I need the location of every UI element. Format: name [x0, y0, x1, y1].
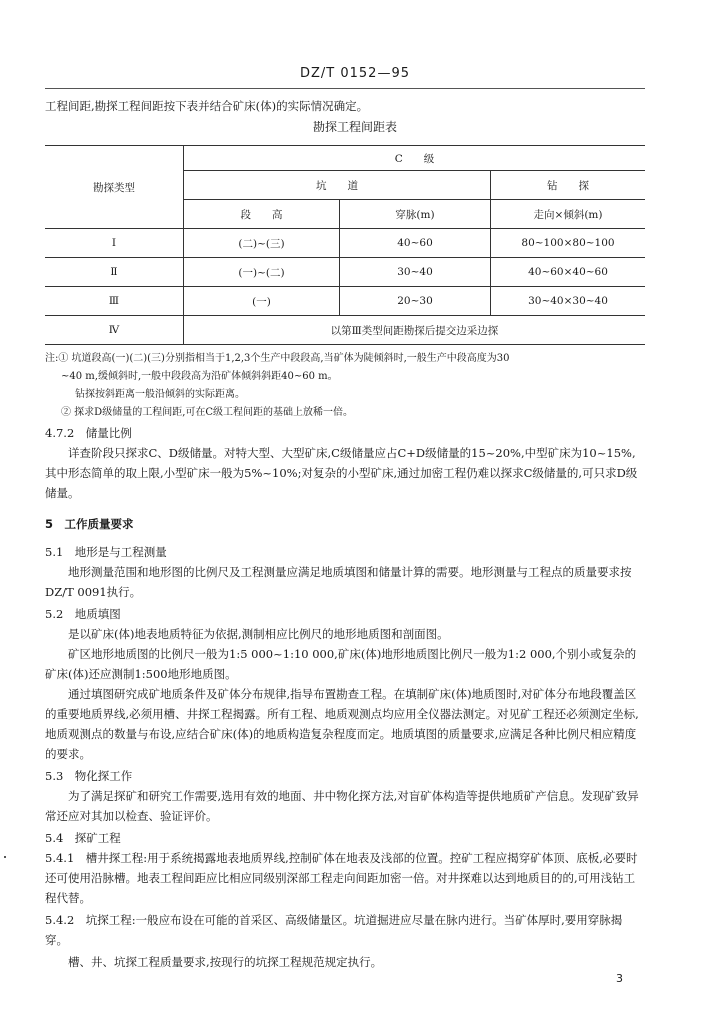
section-5-4-title: 5.4 探矿工程	[45, 831, 121, 845]
section-5-4-last: 槽、井、坑探工程质量要求,按现行的坑探工程规范规定执行。	[68, 955, 383, 969]
header-c-level: C 级	[184, 146, 646, 171]
section-4-7-2-title: 4.7.2 储量比例	[45, 426, 132, 440]
section-5-1-body: 地形测量范围和地形图的比例尺及工程测量应满足地质填图和储量计算的需要。地形测量与工程点的质量要求按DZ/T 0091执行。	[45, 565, 632, 599]
header-tunnel: 坑 道	[184, 171, 491, 200]
section-5-2-title: 5.2 地质填图	[45, 607, 121, 621]
page-header: DZ/T 0152—95	[300, 66, 410, 81]
section-5-4-1-body: 5.4.1 槽井探工程:用于系统揭露地表地质界线,控制矿体在地表及浅部的位置。控矿工程应揭穿矿体顶、底板,必要时还可使用沿脉槽。地表工程间距应比相应同级别深部工程走向间距加密一倍。对井探难以达到地质目的的,可用浅钻工程代替。	[45, 851, 638, 905]
row-type: Ⅰ	[45, 229, 184, 258]
header-type: 勘探类型	[45, 146, 184, 229]
row-vein: 30~40	[340, 258, 491, 287]
spacing-table	[45, 145, 645, 345]
section-5-2-para-3: 通过填图研究成矿地质条件及矿体分布规律,指导布置勘查工程。在填制矿床(体)地质图时,对矿体分布地段覆盖区的重要地质界线,必须用槽、井探工程揭露。所有工程、地质观测点均应用全仪器法测定。对见矿工程还必须测定坐标,地质观测点的数量与布设,应结合矿床(体)的地质构造复杂程度而定。地质填图的质量要求,应满足各种比例尺相应精度的要求。	[45, 687, 639, 761]
row-type: Ⅳ	[45, 316, 184, 345]
margin-mark	[4, 856, 6, 858]
row-note: 以第Ⅲ类型间距勘探后提交边采边探	[184, 316, 646, 345]
row-level: (一)	[184, 287, 340, 316]
row-type: Ⅱ	[45, 258, 184, 287]
row-drill: 30~40×30~40	[491, 287, 646, 316]
table-title: 勘探工程间距表	[312, 120, 397, 134]
table-note-2: ② 探求D级储量的工程间距,可在C级工程间距的基础上放稀一倍。	[61, 407, 354, 418]
section-5-2-para-2: 矿区地形地质图的比例尺一般为1:5 000~1:10 000,矿床(体)地形地质图比例尺一般为1:2 000,个别小或复杂的矿床(体)还应测制1:500地形地质图。	[45, 647, 637, 681]
intro-text: 工程间距,勘探工程间距按下表并结合矿床(体)的实际情况确定。	[45, 99, 369, 113]
row-level: (二)~(三)	[184, 229, 340, 258]
subheader-level: 段 高	[184, 200, 340, 229]
row-type: Ⅲ	[45, 287, 184, 316]
header-rule	[45, 88, 645, 89]
section-4-7-2-body: 详查阶段只探求C、D级储量。对特大型、大型矿床,C级储量应占C+D级储量的15~20%,中型矿床为10~15%,其中形态简单的取上限,小型矿床一般为5%~10%;对复杂的小型矿床,通过加密工程仍难以探求C级储量的,可只求D级储量。	[45, 446, 638, 500]
subheader-drill: 走向×倾斜(m)	[491, 200, 646, 229]
header-drill: 钻 探	[491, 171, 646, 200]
table-row	[45, 229, 645, 258]
section-5-3-title: 5.3 物化探工作	[45, 769, 133, 783]
subheader-vein: 穿脉(m)	[340, 200, 491, 229]
row-vein: 40~60	[340, 229, 491, 258]
row-drill: 40~60×40~60	[491, 258, 646, 287]
page-number: 3	[616, 972, 623, 985]
row-drill: 80~100×80~100	[491, 229, 646, 258]
row-level: (一)~(二)	[184, 258, 340, 287]
table-note-1a: 注:① 坑道段高(一)(二)(三)分别指相当于1,2,3个生产中段段高,当矿体为陡倾斜时,一般生产中段高度为30	[45, 353, 510, 364]
section-5-1-title: 5.1 地形是与工程测量	[45, 545, 167, 559]
row-vein: 20~30	[340, 287, 491, 316]
table-row	[45, 316, 645, 345]
section-5-2-para-1: 是以矿床(体)地表地质特征为依据,测制相应比例尺的地形地质图和剖面图。	[68, 627, 449, 641]
section-5-3-body: 为了满足探矿和研究工作需要,选用有效的地面、井中物化探方法,对盲矿体构造等提供地质矿产信息。发现矿致异常还应对其加以检查、验证评价。	[45, 789, 639, 823]
section-5-title: 5 工作质量要求	[45, 517, 134, 531]
table-note-1b: ~40 m,缓倾斜时,一般中段段高为沿矿体倾斜斜距40~60 m。	[61, 371, 338, 382]
table-row	[45, 287, 645, 316]
table-note-1c: 钻探按斜距离一般沿倾斜的实际距离。	[75, 389, 245, 400]
section-5-4-2-body: 5.4.2 坑探工程:一般应布设在可能的首采区、高级储量区。坑道掘进应尽量在脉内进行。当矿体厚时,要用穿脉揭穿。	[45, 913, 623, 947]
table-row	[45, 258, 645, 287]
